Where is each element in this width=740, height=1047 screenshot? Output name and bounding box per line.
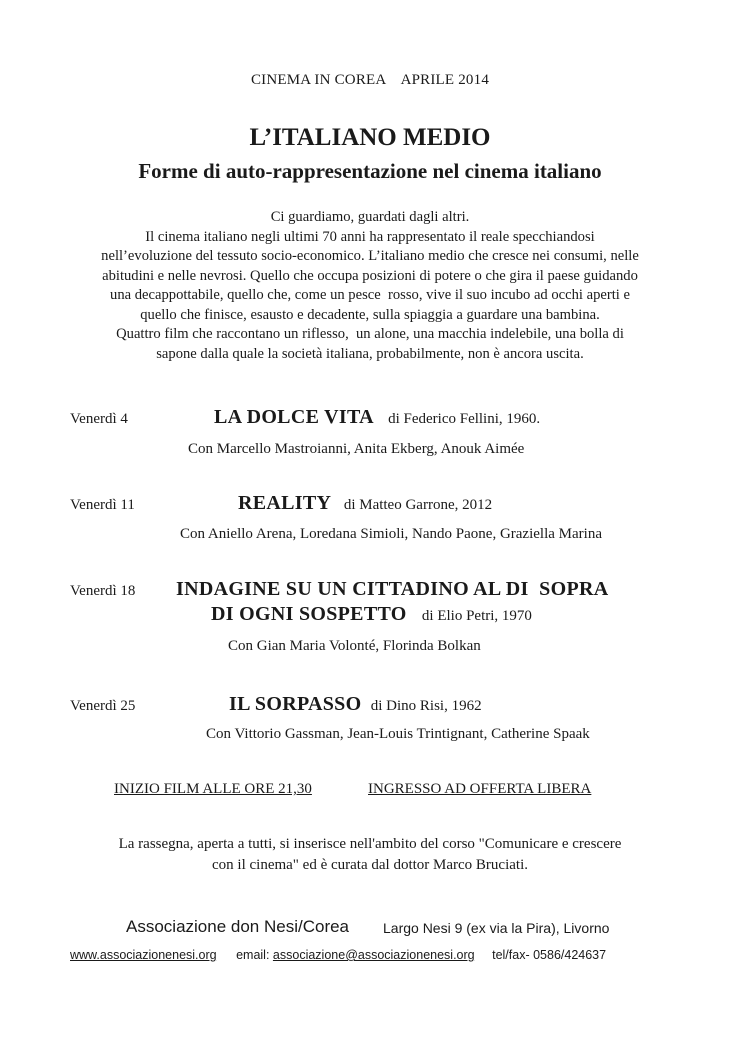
film-title: INDAGINE SU UN CITTADINO AL DI SOPRA <box>176 578 609 600</box>
screening-day: Venerdì 25 <box>70 698 136 714</box>
closing-line: La rassegna, aperta a tutti, si inserisce nell'ambito del corso "Comunicare e crescere <box>118 836 622 852</box>
screening-day: Venerdì 4 <box>70 411 128 427</box>
intro-line: Quattro film che raccontano un riflesso, un alone, una macchia indelebile, una bolla di <box>116 326 624 342</box>
website-link[interactable]: www.associazionenesi.org <box>70 948 217 962</box>
header-line: CINEMA IN COREA APRILE 2014 <box>250 72 490 88</box>
association-address: Largo Nesi 9 (ex via la Pira), Livorno <box>383 920 610 936</box>
page-title: L’ITALIANO MEDIO <box>249 124 491 151</box>
film-title-continued: DI OGNI SOSPETTO <box>211 603 407 625</box>
film-title-row <box>214 406 540 429</box>
film-byline: di Matteo Garrone, 2012 <box>343 497 493 513</box>
film-title: IL SORPASSO <box>229 693 362 715</box>
intro-line: quello che finisce, esausto e decadente, sulla spiaggia a guardare una bambina. <box>140 306 600 323</box>
screening-day: Venerdì 18 <box>70 583 136 599</box>
intro-line: sapone dalla quale la società italiana, probabilmente, non è ancora uscita. <box>156 345 584 362</box>
intro-line: nell’evoluzione del tessuto socio-economico. L’italiano medio che cresce nei consumi, nelle <box>101 248 639 264</box>
film-byline: di Federico Fellini, 1960. <box>388 411 541 427</box>
film-byline: di Dino Risi, 1962 <box>370 698 482 714</box>
film-cast: Con Aniello Arena, Loredana Simioli, Nando Paone, Graziella Marina <box>180 526 602 542</box>
intro-line: abitudini e nelle nevrosi. Quello che occupa posizioni di potere o che gira il paese guidando <box>102 267 638 284</box>
closing-line: con il cinema" ed è curata dal dottor Marco Bruciati. <box>212 857 528 873</box>
film-title: LA DOLCE VITA <box>214 406 373 428</box>
intro-paragraph <box>0 208 740 364</box>
film-byline: di Elio Petri, 1970 <box>421 608 532 624</box>
film-cast: Con Marcello Mastroianni, Anita Ekberg, Anouk Aimée <box>188 441 525 457</box>
film-title-row <box>238 492 492 515</box>
phone-number: tel/fax- 0586/424637 <box>492 948 607 962</box>
film-title-row <box>211 603 532 626</box>
intro-line: Ci guardiamo, guardati dagli altri. <box>270 209 470 225</box>
entry-notice: INGRESSO AD OFFERTA LIBERA <box>368 781 592 797</box>
email-link[interactable]: associazione@associazionenesi.org <box>272 948 475 962</box>
film-cast: Con Vittorio Gassman, Jean-Louis Trintignant, Catherine Spaak <box>206 726 590 742</box>
film-title-row <box>229 693 482 716</box>
page-subtitle: Forme di auto-rappresentazione nel cinema italiano <box>138 159 602 183</box>
film-title: REALITY <box>238 492 331 514</box>
start-time-notice: INIZIO FILM ALLE ORE 21,30 <box>114 781 312 797</box>
film-cast: Con Gian Maria Volonté, Florinda Bolkan <box>228 638 481 654</box>
screening-day: Venerdì 11 <box>70 497 135 513</box>
closing-paragraph <box>0 834 740 876</box>
contacts-row <box>70 948 606 962</box>
email-label: email: <box>236 948 270 962</box>
intro-line: una decappottabile, quello che, come un pesce rosso, vive il suo incubo ad occhi aperti e <box>110 287 630 303</box>
association-name: Associazione don Nesi/Corea <box>126 917 350 936</box>
intro-line: Il cinema italiano negli ultimi 70 anni ha rappresentato il reale specchiandosi <box>145 228 595 245</box>
